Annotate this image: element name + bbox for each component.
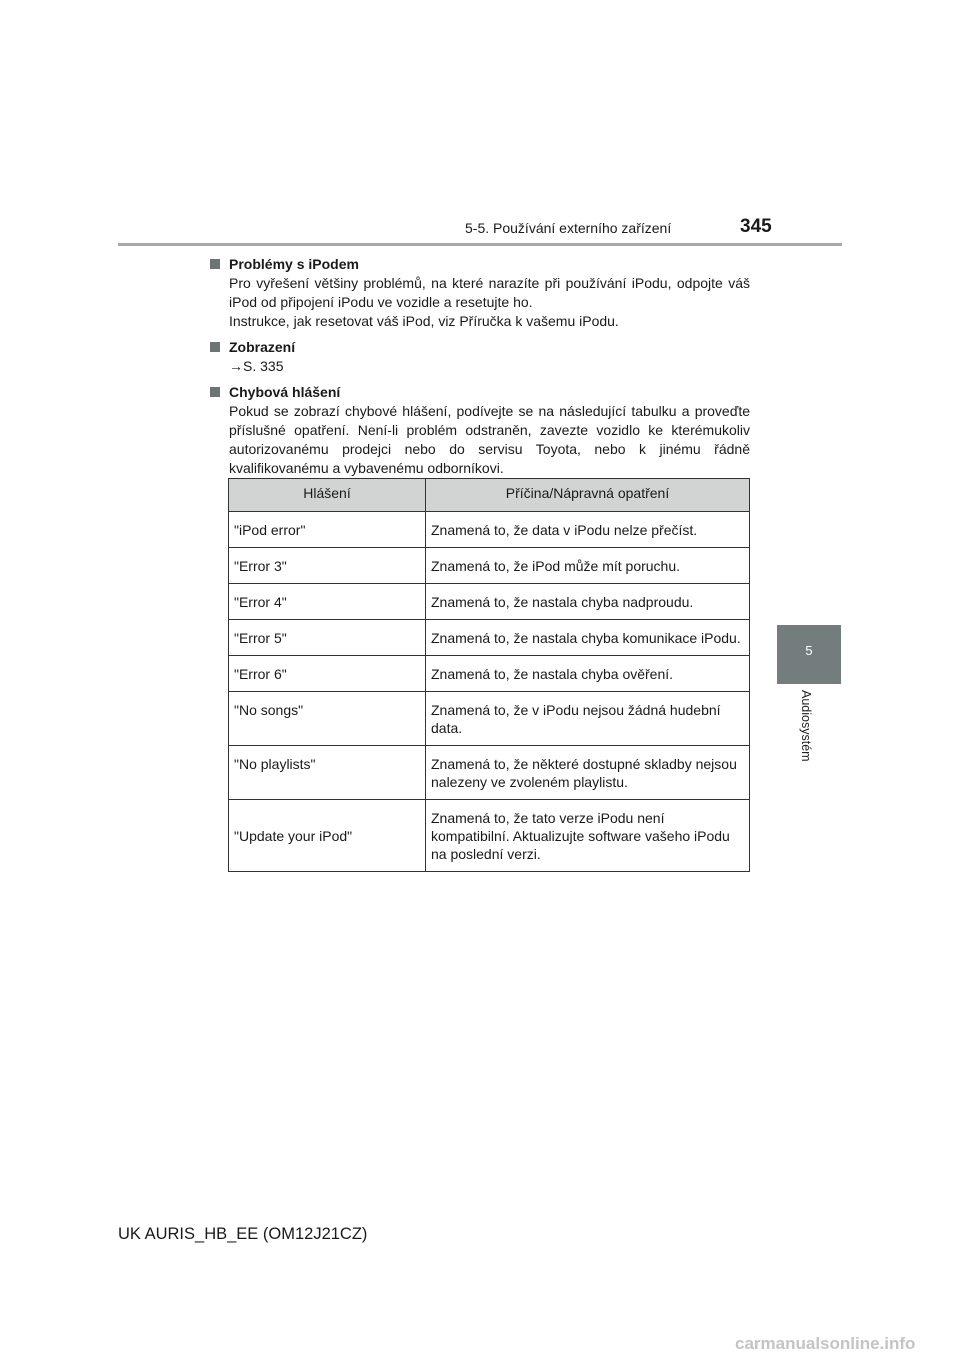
table-row (229, 800, 750, 872)
message-cell: "Update your iPod" (229, 800, 426, 872)
header-divider (118, 243, 842, 246)
cause-cell: Znamená to, že některé dostupné skladby nejsou nalezeny ve zvoleném playlistu. (426, 746, 750, 800)
chapter-label: Audiosystém (799, 690, 813, 762)
cause-cell: Znamená to, že nastala chyba komunikace iPodu. (426, 620, 750, 656)
cause-cell: Znamená to, že tato verze iPodu není kompatibilní. Aktualizujte software vašeho iPodu na poslední verzi. (426, 800, 750, 872)
message-cell: "No songs" (229, 692, 426, 746)
section-heading-display: Zobrazení (210, 337, 750, 357)
square-bullet-icon (210, 387, 220, 397)
model-code: UK AURIS_HB_EE (OM12J21CZ) (118, 1225, 368, 1243)
message-cell: "No playlists" (229, 746, 426, 800)
message-cell: "Error 5" (229, 620, 426, 656)
page-reference-link[interactable]: →S. 335 (229, 358, 284, 374)
message-cell: "Error 4" (229, 584, 426, 620)
table-row (229, 548, 750, 584)
cause-cell: Znamená to, že v iPodu nejsou žádná hudební data. (426, 692, 750, 746)
table-row (229, 620, 750, 656)
watermark: carmanualsonline.info (735, 1334, 916, 1353)
page-number: 345 (740, 216, 772, 237)
chapter-tab (777, 625, 841, 684)
cause-cell: Znamená to, že data v iPodu nelze přečíst. (426, 512, 750, 548)
column-header-message: Hlášení (229, 479, 426, 512)
paragraph: Pro vyřešení většiny problémů, na které narazíte při používání iPodu, odpojte váš iPod od připojení iPodu ve vozidle a resetujte ho. (229, 275, 750, 310)
message-cell: "Error 6" (229, 656, 426, 692)
page-content (210, 254, 750, 478)
paragraph: Instrukce, jak resetovat váš iPod, viz Příručka k vašemu iPodu. (229, 313, 619, 329)
cause-cell: Znamená to, že nastala chyba nadproudu. (426, 584, 750, 620)
table-row (229, 692, 750, 746)
table-row (229, 584, 750, 620)
cause-cell: Znamená to, že nastala chyba ověření. (426, 656, 750, 692)
section-heading-ipod-problems: Problémy s iPodem (210, 254, 750, 274)
column-header-cause: Příčina/Nápravná opatření (426, 479, 750, 512)
square-bullet-icon (210, 342, 220, 352)
chapter-number: 5 (805, 643, 813, 658)
message-cell: "Error 3" (229, 548, 426, 584)
section-title: 5-5. Používání externího zařízení (465, 220, 672, 236)
section-heading-error-messages: Chybová hlášení (210, 382, 750, 402)
message-cell: "iPod error" (229, 512, 426, 548)
square-bullet-icon (210, 259, 220, 269)
error-messages-table (228, 478, 750, 872)
paragraph: Pokud se zobrazí chybové hlášení, podívejte se na následující tabulku a proveďte příslušné opatření. Není-li problém odstraněn, zavezte vozidlo ke kterémukoliv autorizovanému prodejci nebo do servisu Toyota, nebo k jinému řádně kvalifikovanému a vybavenému odborníkovi. (229, 403, 750, 476)
cause-cell: Znamená to, že iPod může mít poruchu. (426, 548, 750, 584)
table-row (229, 746, 750, 800)
table-row (229, 512, 750, 548)
table-header-row (229, 479, 750, 512)
table-row (229, 656, 750, 692)
